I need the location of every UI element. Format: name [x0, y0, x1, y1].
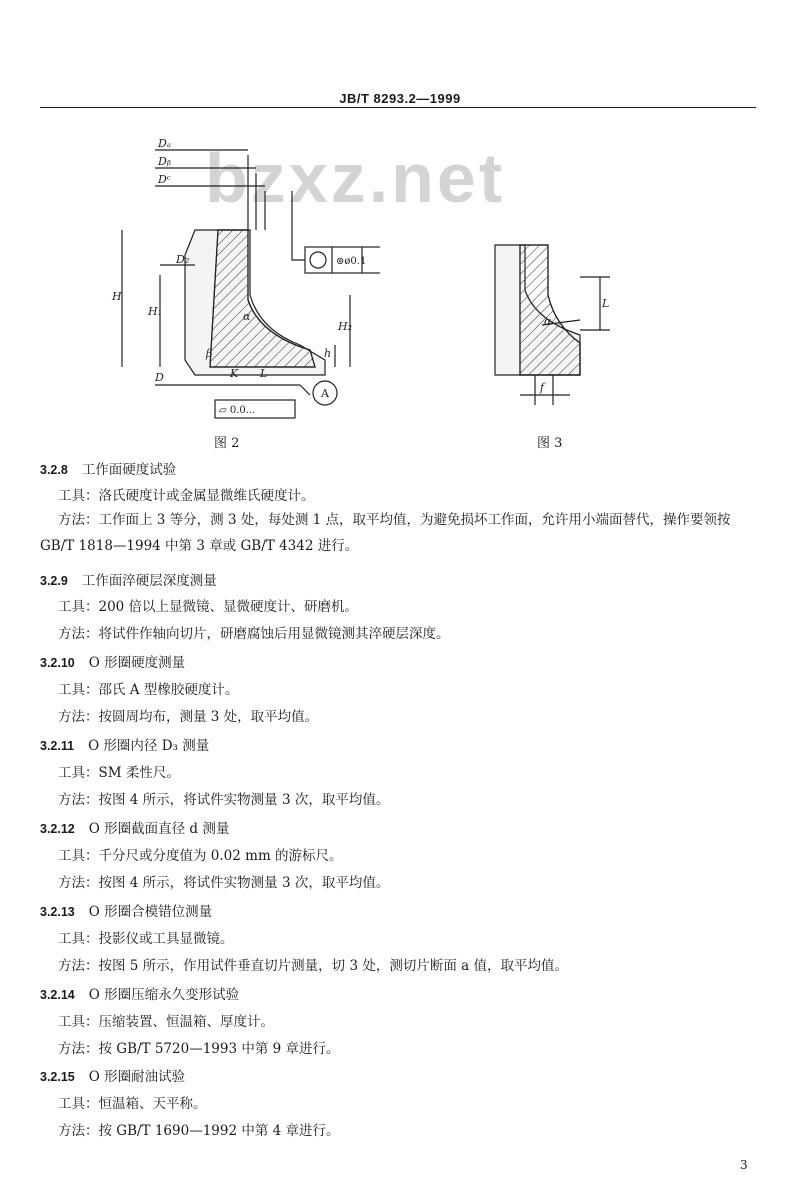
section-3-2-8-tool: 工具：洛氏硬度计或金属显微维氏硬度计。	[58, 488, 315, 504]
section-3-2-8-heading: 3.2.8 工作面硬度试验	[40, 462, 177, 478]
section-3-2-8-method: 方法：工作面上 3 等分，测 3 处，每处测 1 点，取平均值，为避免损坏工作面，允许用小端面替代，操作要领按 GB/T 1818—1994 中第 3 章或 GB/T 4342 进行。	[40, 512, 731, 554]
standard-code: JB/T 8293.2—1999	[339, 91, 461, 106]
section-3-2-11-method: 方法：按图 4 所示，将试件实物测量 3 次，取平均值。	[58, 792, 390, 808]
section-3-2-15-tool: 工具：恒温箱、天平称。	[58, 1096, 207, 1112]
section-3-2-12-heading: 3.2.12 O 形圈截面直径 d 测量	[40, 821, 230, 837]
figure-3-caption: 图 3	[537, 436, 563, 451]
fig3-label-f: f	[540, 381, 545, 394]
section-3-2-15-method: 方法：按 GB/T 1690—1992 中第 4 章进行。	[58, 1123, 340, 1139]
label-beta: β	[206, 347, 213, 360]
page-number: 3	[740, 1158, 748, 1172]
label-h: H	[112, 290, 122, 303]
figure-2-caption: 图 2	[214, 436, 240, 451]
watermark: bzxz.net	[205, 139, 506, 217]
datum-a-label: A	[321, 387, 329, 400]
label-db: Dᵦ	[158, 155, 171, 168]
fig3-label-l: L	[602, 297, 610, 310]
section-3-2-12-method: 方法：按图 4 所示，将试件实物测量 3 次，取平均值。	[58, 875, 390, 891]
section-3-2-13-tool: 工具：投影仪或工具显微镜。	[58, 931, 234, 947]
label-h-small: h	[324, 347, 332, 360]
section-3-2-11-heading: 3.2.11 O 形圈内径 D₃ 测量	[40, 738, 210, 754]
label-d2: D₂	[176, 253, 190, 266]
figure-2-drawing	[100, 135, 380, 430]
tolerance-flat-label: ▱ 0.0...	[219, 405, 256, 416]
figure-3-drawing	[480, 235, 630, 415]
section-3-2-14-heading: 3.2.14 O 形圈压缩永久变形试验	[40, 987, 240, 1003]
label-dc: Dᶜ	[158, 173, 171, 186]
section-3-2-9-heading: 3.2.9 工作面淬硬层深度测量	[40, 573, 217, 589]
section-3-2-15-heading: 3.2.15 O 形圈耐油试验	[40, 1069, 186, 1085]
section-3-2-10-heading: 3.2.10 O 形圈硬度测量	[40, 655, 186, 671]
section-3-2-14-tool: 工具：压缩装置、恒温箱、厚度计。	[58, 1014, 274, 1030]
section-3-2-13-heading: 3.2.13 O 形圈合模错位测量	[40, 904, 213, 920]
label-h1: H₁	[148, 305, 163, 318]
section-3-2-11-tool: 工具：SM 柔性尺。	[58, 765, 180, 781]
fig3-label-alpha: α	[544, 315, 552, 328]
section-3-2-12-tool: 工具：千分尺或分度值为 0.02 mm 的游标尺。	[58, 848, 343, 864]
section-3-2-14-method: 方法：按 GB/T 5720—1993 中第 9 章进行。	[58, 1041, 340, 1057]
label-da: Dₐ	[158, 137, 171, 150]
section-3-2-10-tool: 工具：邵氏 A 型橡胶硬度计。	[58, 682, 239, 698]
header-rule	[40, 107, 756, 108]
section-3-2-13-method: 方法：按图 5 所示，作用试件垂直切片测量，切 3 处，测切片断面 a 值，取平均值。	[58, 958, 568, 974]
label-h2: H₂	[338, 320, 353, 333]
label-l: L	[260, 367, 268, 380]
section-3-2-9-method: 方法：将试件作轴向切片，研磨腐蚀后用显微镜测其淬硬层深度。	[58, 626, 450, 642]
label-k: K	[230, 367, 239, 380]
tolerance-perp-label: ⊚ø0.1	[336, 256, 367, 267]
label-alpha: α	[243, 310, 251, 323]
section-3-2-10-method: 方法：按圆周均布，测量 3 处，取平均值。	[58, 709, 319, 725]
label-d: D	[155, 371, 164, 384]
section-3-2-9-tool: 工具：200 倍以上显微镜、显微硬度计、研磨机。	[58, 599, 359, 615]
